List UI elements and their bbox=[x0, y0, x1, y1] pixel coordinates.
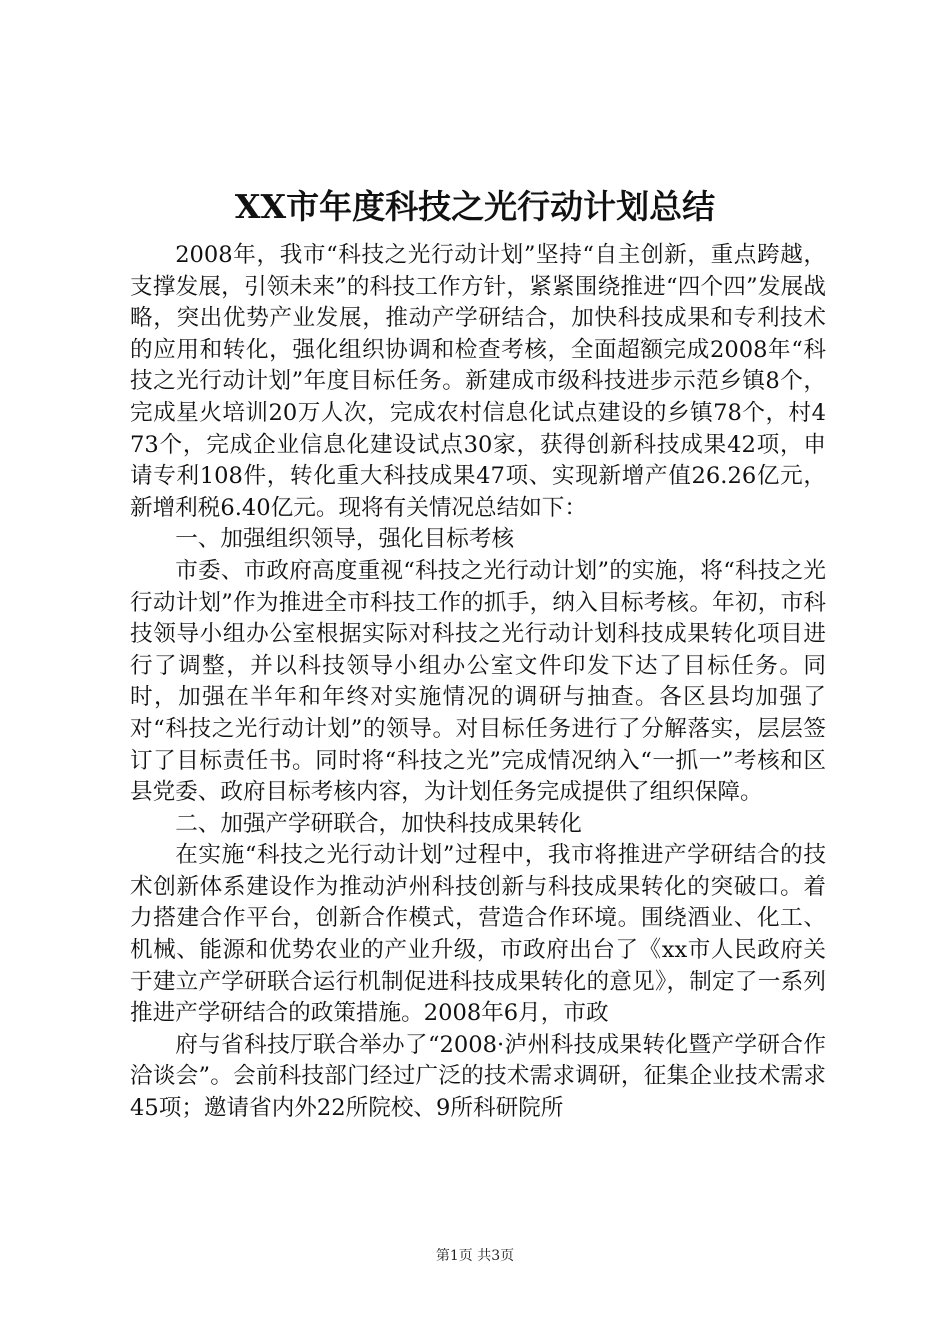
document-body bbox=[130, 240, 826, 1125]
paragraph-intro: 2008年，我市“科技之光行动计划”坚持“自主创新，重点跨越，支撑发展，引领未来”的科技工作方针，紧紧围绕推进“四个四”发展战略，突出优势产业发展，推动产学研结合，加快科技成果和专利技术的应用和转化，强化组织协调和检查考核，全面超额完成2008年“科技之光行动计划”年度目标任务。新建成市级科技进步示范乡镇8个，完成星火培训20万人次，完成农村信息化试点建设的乡镇78个，村473个，完成企业信息化建设试点30家，获得创新科技成果42项，申请专利108件，转化重大科技成果47项、实现新增产值26.26亿元，新增利税6.40亿元。现将有关情况总结如下： bbox=[130, 242, 826, 521]
section-heading-2: 二、加强产学研联合，加快科技成果转化 bbox=[175, 810, 582, 837]
document-title: XX市年度科技之光行动计划总结 bbox=[234, 187, 716, 226]
paragraph-section-2b: 府与省科技厅联合举办了“2008·泸州科技成果转化暨产学研合作洽谈会”。会前科技部门经过广泛的技术需求调研，征集企业技术需求45项；邀请省内外22所院校、9所科研院所 bbox=[130, 1031, 826, 1122]
section-heading-1: 一、加强组织领导，强化目标考核 bbox=[175, 526, 515, 553]
paragraph-section-2a: 在实施“科技之光行动计划”过程中，我市将推进产学研结合的技术创新体系建设作为推动泸州科技创新与科技成果转化的突破口。着力搭建合作平台，创新合作模式，营造合作环境。围绕酒业、化工、机械、能源和优势农业的产业升级，市政府出台了《xx市人民政府关于建立产学研联合运行机制促进科技成果转化的意见》，制定了一系列推进产学研结合的政策措施。2008年6月，市政 bbox=[130, 842, 826, 1027]
page-number-footer: 第1页 共3页 bbox=[435, 1248, 515, 1264]
paragraph-section-1: 市委、市政府高度重视“科技之光行动计划”的实施，将“科技之光行动计划”作为推进全市科技工作的抓手，纳入目标考核。年初，市科技领导小组办公室根据实际对科技之光行动计划科技成果转化项目进行了调整，并以科技领导小组办公室文件印发下达了目标任务。同时，加强在半年和年终对实施情况的调研与抽查。各区县均加强了对“科技之光行动计划”的领导。对目标任务进行了分解落实，层层签订了目标责任书。同时将“科技之光”完成情况纳入“一抓一”考核和区县党委、政府目标考核内容，为计划任务完成提供了组织保障。 bbox=[130, 557, 826, 806]
